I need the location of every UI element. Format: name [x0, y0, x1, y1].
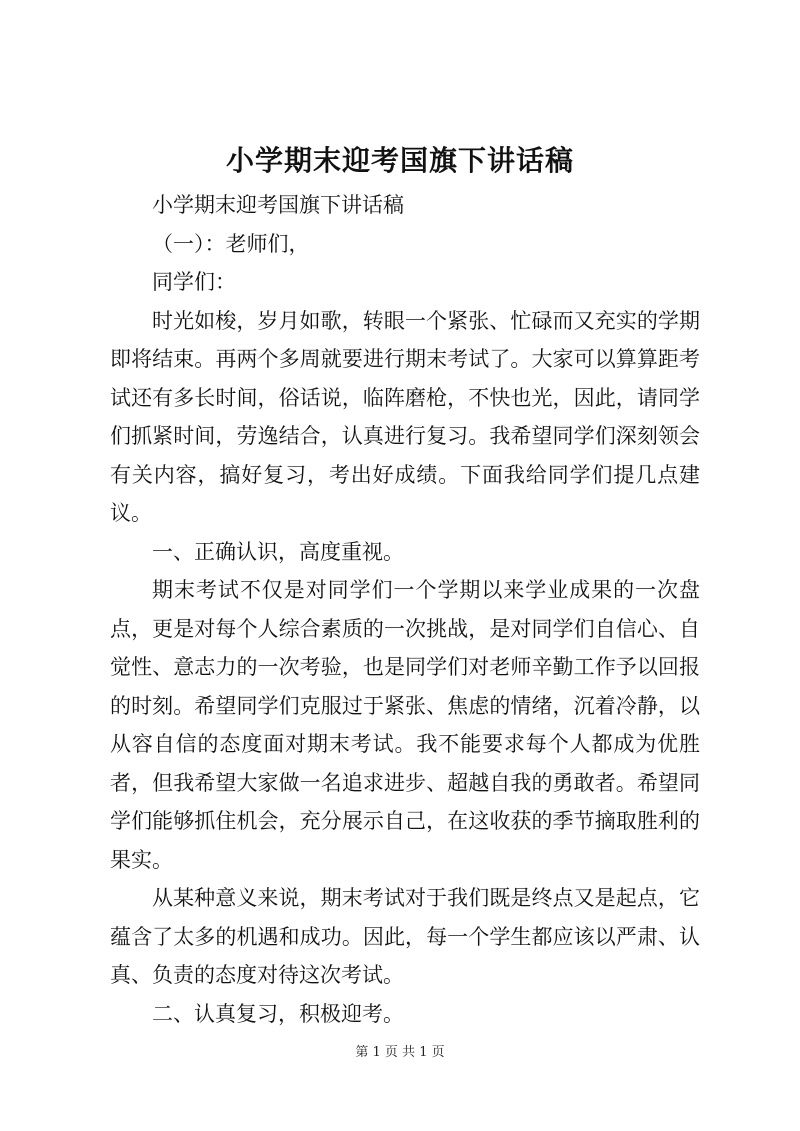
- section-heading-2: 二、认真复习，积极迎考。: [152, 1001, 404, 1026]
- paragraph-section-1-continued: 从某种意义来说，期末考试对于我们既是终点又是起点，它蕴含了太多的机遇和成功。因此，每一个学生都应该以严肃、认真、负责的态度对待这次考试。: [110, 886, 700, 987]
- paragraph-salutation-teachers: （一）：老师们，: [152, 231, 310, 256]
- document-title: 小学期末迎考国旗下讲话稿: [225, 144, 574, 177]
- document-body: [110, 186, 700, 1033]
- paragraph-salutation-students: 同学们：: [152, 270, 236, 294]
- page-footer: 第 1 页 共 1 页: [355, 1045, 445, 1060]
- paragraph-introduction: 时光如梭，岁月如歌，转眼一个紧张、忙碌而又充实的学期即将结束。再两个多周就要进行期末考试了。大家可以算算距考试还有多长时间，俗话说，临阵磨枪，不快也光，因此，请同学们抓紧时间，劳逸结合，认真进行复习。我希望同学们深刻领会有关内容，搞好复习，考出好成绩。下面我给同学们提几点建议。: [110, 308, 700, 525]
- paragraph-subtitle: 小学期末迎考国旗下讲话稿: [152, 193, 404, 217]
- section-heading-1: 一、正确认识，高度重视。: [152, 539, 404, 564]
- paragraph-section-1: 期末考试不仅是对同学们一个学期以来学业成果的一次盘点，更是对每个人综合素质的一次挑战，是对同学们自信心、自觉性、意志力的一次考验，也是同学们对老师辛勤工作予以回报的时刻。希望同学们克服过于紧张、焦虑的情绪，沉着冷静，以从容自信的态度面对期末考试。我不能要求每个人都成为优胜者，但我希望大家做一名追求进步、超越自我的勇敢者。希望同学们能够抓住机会，充分展示自己，在这收获的季节摘取胜利的果实。: [110, 578, 700, 872]
